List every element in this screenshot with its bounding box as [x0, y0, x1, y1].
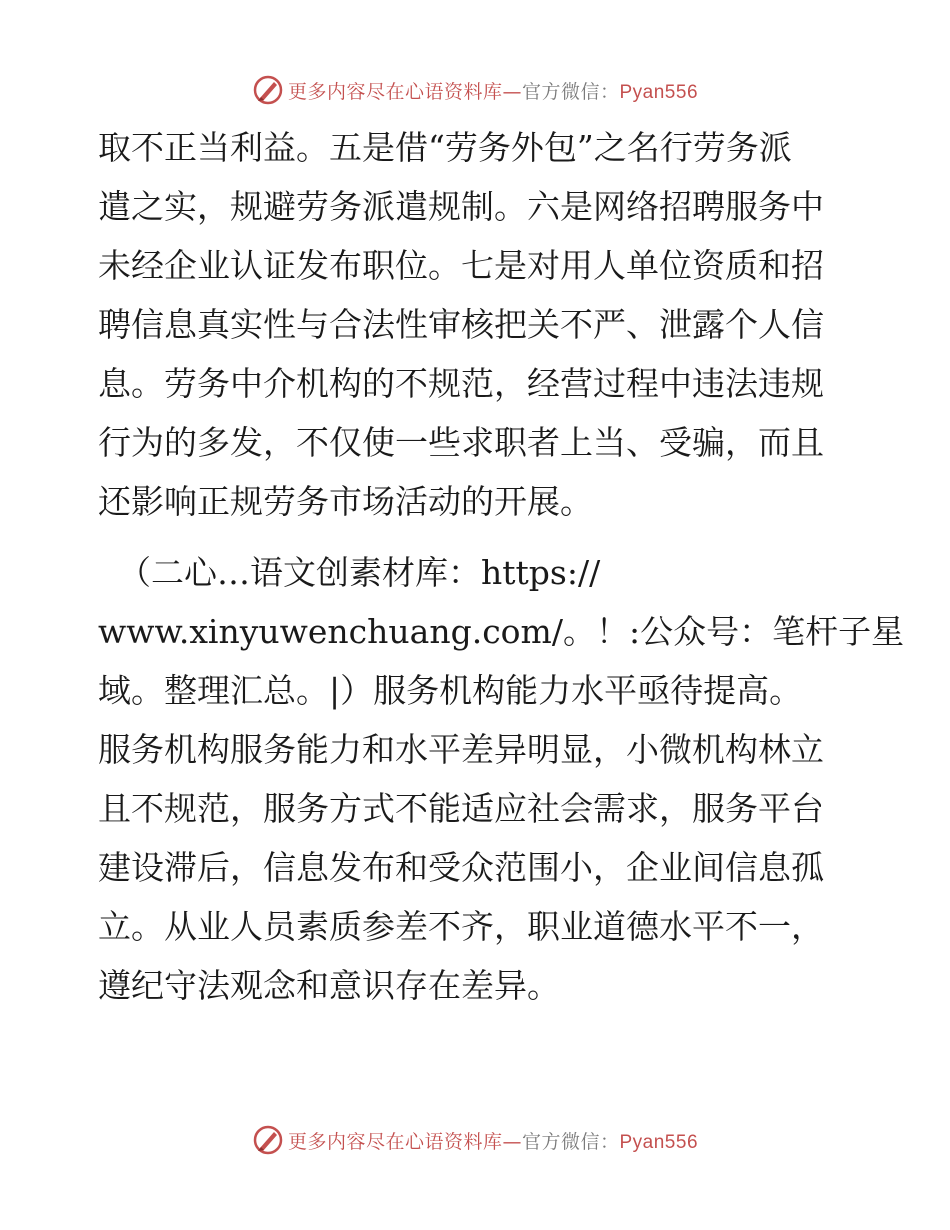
text-line: 取不正当利益。五是借“劳务外包”之名行劳务派: [98, 128, 792, 167]
banner-account-id: Pyan556: [619, 1131, 699, 1153]
text-line: 聘信息真实性与合法性审核把关不严、泄露个人信: [98, 305, 824, 344]
text-line: 行为的多发，不仅使一些求职者上当、受骗，而且: [98, 423, 824, 462]
text-line: 域。整理汇总。|）服务机构能力水平亟待提高。: [98, 671, 803, 710]
text-line: 遵纪守法观念和意识存在差异。: [98, 966, 560, 1005]
banner-text: 更多内容尽在心语资料库: [287, 1130, 503, 1153]
banner-dash: —: [502, 80, 522, 103]
text-line: www.xinyuwenchuang.com/。！:公众号：笔杆子星: [98, 612, 905, 651]
footer-banner: [0, 1120, 950, 1160]
brush-logo-icon: [252, 1124, 284, 1156]
text-line: 且不规范，服务方式不能适应社会需求，服务平台: [98, 789, 824, 828]
text-line: （二心…语文创素材库：https://: [118, 553, 601, 592]
text-line: 建设滞后，信息发布和受众范围小，企业间信息孤: [98, 848, 824, 887]
header-banner: [0, 70, 950, 110]
paragraph-1: [98, 118, 858, 531]
text-line: 息。劳务中介机构的不规范，经营过程中违法违规: [98, 364, 824, 403]
text-line: 立。从业人员素质参差不齐，职业道德水平不一，: [98, 907, 824, 946]
text-line: 未经企业认证发布职位。七是对用人单位资质和招: [98, 246, 824, 285]
paragraph-2: [98, 543, 905, 1015]
brush-logo-icon: [252, 74, 284, 106]
banner-account-id: Pyan556: [619, 81, 699, 103]
banner-account-label: 官方微信：: [521, 1130, 620, 1153]
banner-account-label: 官方微信：: [521, 80, 620, 103]
banner-dash: —: [502, 1130, 522, 1153]
text-line: 还影响正规劳务市场活动的开展。: [98, 482, 593, 521]
banner-text: 更多内容尽在心语资料库: [287, 80, 503, 103]
text-line: 服务机构服务能力和水平差异明显，小微机构林立: [98, 730, 824, 769]
text-line: 遣之实，规避劳务派遣规制。六是网络招聘服务中: [98, 187, 824, 226]
